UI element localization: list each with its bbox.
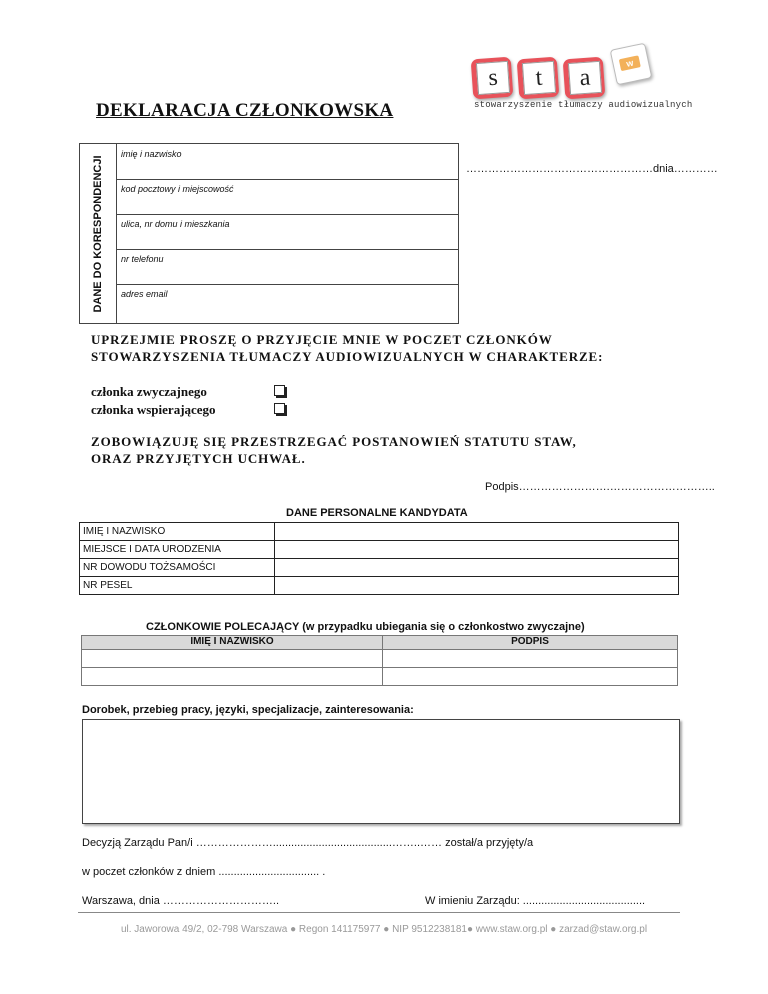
request-line-1: UPRZEJMIE PROSZĘ O PRZYJĘCIE MNIE W POCZET CZŁONKÓW bbox=[91, 332, 553, 347]
row-value-field[interactable] bbox=[275, 523, 679, 541]
members-since-line[interactable]: w poczet członków z dniem ................................. . bbox=[82, 866, 326, 878]
logo-tile-a bbox=[563, 57, 606, 100]
logo-tile-s bbox=[471, 57, 514, 100]
logo-w-mark: w bbox=[619, 55, 641, 71]
table-header-row bbox=[82, 636, 678, 650]
field-label: imię i nazwisko bbox=[121, 149, 182, 159]
option-supporting-label: członka wspierającego bbox=[91, 402, 216, 417]
row-value-field[interactable] bbox=[275, 559, 679, 577]
recommender-signature-field[interactable] bbox=[383, 650, 678, 668]
option-supporting-checkbox[interactable] bbox=[274, 403, 285, 414]
field-street[interactable] bbox=[117, 214, 458, 250]
page-title: DEKLARACJA CZŁONKOWSKA bbox=[96, 100, 394, 121]
obligation-line-1: ZOBOWIĄZUJĘ SIĘ PRZESTRZEGAĆ POSTANOWIEŃ STATUTU STAW, bbox=[91, 434, 577, 449]
recommender-signature-field[interactable] bbox=[383, 668, 678, 686]
personal-data-table bbox=[79, 522, 679, 595]
table-row bbox=[82, 668, 678, 686]
table-row bbox=[80, 541, 679, 559]
logo-tile-t bbox=[517, 57, 560, 100]
field-label: ulica, nr domu i mieszkania bbox=[121, 219, 230, 229]
date-line[interactable]: ……………………………………………dnia………… bbox=[466, 163, 718, 175]
warsaw-date-line[interactable]: Warszawa, dnia ………………………….. bbox=[82, 895, 280, 907]
decision-line[interactable]: Decyzją Zarządu Pan/i ………………….......................................……..…… został/a przyjęty/a bbox=[82, 837, 534, 849]
col-header-name: IMIĘ I NAZWISKO bbox=[82, 636, 383, 650]
achievements-textarea[interactable] bbox=[82, 719, 680, 824]
col-header-signature: PODPIS bbox=[383, 636, 678, 650]
option-regular-label: członka zwyczajnego bbox=[91, 384, 207, 399]
row-value-field[interactable] bbox=[275, 577, 679, 595]
table-row bbox=[82, 650, 678, 668]
field-postal-code[interactable] bbox=[117, 179, 458, 215]
row-label: IMIĘ I NAZWISKO bbox=[80, 523, 275, 541]
correspondence-side-label: DANE DO KORESPONDENCJI bbox=[92, 155, 104, 313]
logo-letter-a: a bbox=[568, 61, 602, 95]
request-line-2: STOWARZYSZENIA TŁUMACZY AUDIOWIZUALNYCH W CHARAKTERZE: bbox=[91, 349, 604, 364]
option-regular-checkbox[interactable] bbox=[274, 385, 285, 396]
signature-line[interactable]: Podpis…………………….……………………….. bbox=[485, 481, 715, 493]
logo-letter-s: s bbox=[476, 61, 510, 95]
field-email[interactable] bbox=[117, 284, 458, 323]
obligation-line-2: ORAZ PRZYJĘTYCH UCHWAŁ. bbox=[91, 451, 306, 466]
logo-w-tile bbox=[610, 43, 653, 86]
row-value-field[interactable] bbox=[275, 541, 679, 559]
field-phone[interactable] bbox=[117, 249, 458, 285]
field-label: kod pocztowy i miejscowość bbox=[121, 184, 234, 194]
row-label: NR DOWODU TOŻSAMOŚCI bbox=[80, 559, 275, 577]
recommender-name-field[interactable] bbox=[82, 650, 383, 668]
correspondence-box bbox=[79, 143, 459, 324]
footer-contact: ul. Jaworowa 49/2, 02-798 Warszawa ● Regon 141175977 ● NIP 9512238181● www.staw.org.pl ● zarzad@staw.org.pl bbox=[120, 924, 648, 935]
recommenders-heading: CZŁONKOWIE POLECAJĄCY (w przypadku ubiegania się o członkostwo zwyczajne) bbox=[146, 621, 585, 633]
field-full-name[interactable] bbox=[117, 144, 458, 180]
correspondence-side-panel bbox=[80, 144, 117, 323]
personal-data-heading: DANE PERSONALNE KANDYDATA bbox=[286, 507, 468, 519]
achievements-heading: Dorobek, przebieg pracy, języki, specjalizacje, zainteresowania: bbox=[82, 704, 414, 716]
recommender-name-field[interactable] bbox=[82, 668, 383, 686]
field-label: adres email bbox=[121, 289, 168, 299]
logo-letter-t: t bbox=[522, 61, 556, 95]
row-label: NR PESEL bbox=[80, 577, 275, 595]
table-row bbox=[80, 577, 679, 595]
recommenders-table bbox=[81, 635, 678, 686]
field-label: nr telefonu bbox=[121, 254, 164, 264]
board-signature-line[interactable]: W imieniu Zarządu: ........................................ bbox=[425, 895, 646, 907]
logo-subtitle: stowarzyszenie tłumaczy audiowizualnych bbox=[474, 100, 693, 110]
row-label: MIEJSCE I DATA URODZENIA bbox=[80, 541, 275, 559]
table-row bbox=[80, 523, 679, 541]
obligation-statement bbox=[91, 433, 577, 467]
table-row bbox=[80, 559, 679, 577]
footer-divider bbox=[78, 912, 680, 913]
membership-request bbox=[91, 331, 603, 365]
